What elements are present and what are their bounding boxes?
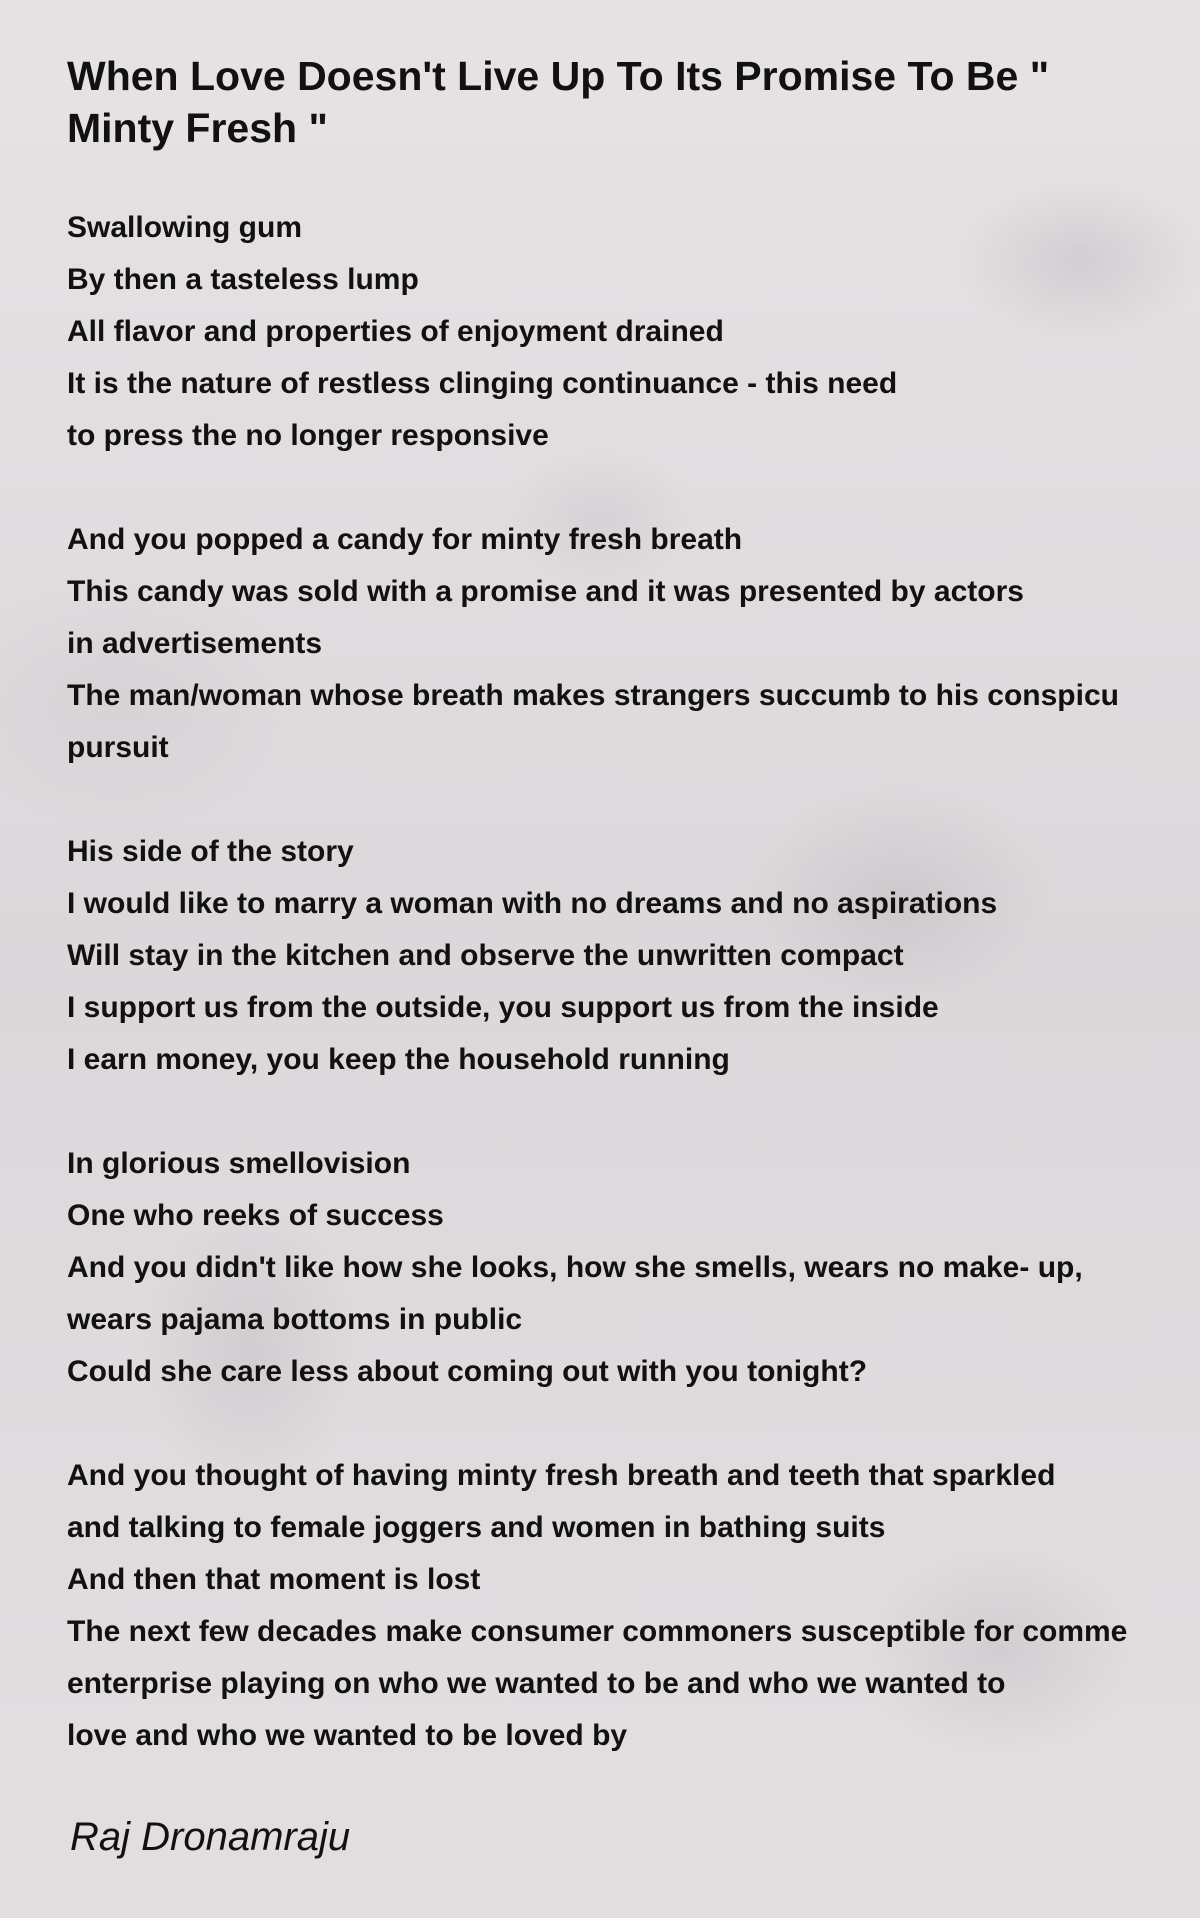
poem-line: The next few decades make consumer commoners susceptible for comme	[67, 1615, 1128, 1648]
poem-line: to press the no longer responsive	[67, 419, 549, 452]
poem-line: And you thought of having minty fresh breath and teeth that sparkled	[67, 1459, 1056, 1492]
poem-line: Will stay in the kitchen and observe the unwritten compact	[67, 939, 904, 972]
stanza-3	[67, 826, 1200, 1086]
poem-body	[67, 202, 1200, 1814]
poem-line: All flavor and properties of enjoyment drained	[67, 315, 724, 348]
poem-title: When Love Doesn't Live Up To Its Promise To Be " Minty Fresh "	[67, 53, 1050, 151]
poem-line: This candy was sold with a promise and it was presented by actors	[67, 575, 1024, 608]
poem-line: Could she care less about coming out with you tonight?	[67, 1355, 868, 1388]
poem-line: I earn money, you keep the household running	[67, 1043, 730, 1076]
poem-line: And you didn't like how she looks, how she smells, wears no make- up,	[67, 1251, 1083, 1284]
poem-line: It is the nature of restless clinging continuance - this need	[67, 367, 898, 400]
stanza-5	[67, 1450, 1200, 1762]
poem-line: And then that moment is lost	[67, 1563, 481, 1596]
poem-author: Raj Dronamraju	[70, 1815, 351, 1859]
poem-line: One who reeks of success	[67, 1199, 444, 1232]
stanza-2	[67, 514, 1200, 774]
poem-line: pursuit	[67, 731, 169, 764]
poem-line: By then a tasteless lump	[67, 263, 419, 296]
poem-line: wears pajama bottoms in public	[67, 1303, 523, 1336]
poem-line: love and who we wanted to be loved by	[67, 1719, 628, 1752]
poem-line: I would like to marry a woman with no dreams and no aspirations	[67, 887, 998, 920]
poem-line: enterprise playing on who we wanted to be and who we wanted to	[67, 1667, 1006, 1700]
poem-line: His side of the story	[67, 835, 354, 868]
stanza-4	[67, 1138, 1200, 1398]
poem-line: In glorious smellovision	[67, 1147, 411, 1180]
stanza-1	[67, 202, 1200, 462]
poem-line: I support us from the outside, you support us from the inside	[67, 991, 939, 1024]
poem-line: and talking to female joggers and women in bathing suits	[67, 1511, 886, 1544]
poem-line: Swallowing gum	[67, 211, 303, 244]
poem-line: And you popped a candy for minty fresh breath	[67, 523, 743, 556]
poem-line: in advertisements	[67, 627, 323, 660]
poem-line: The man/woman whose breath makes strangers succumb to his conspicu	[67, 679, 1119, 712]
